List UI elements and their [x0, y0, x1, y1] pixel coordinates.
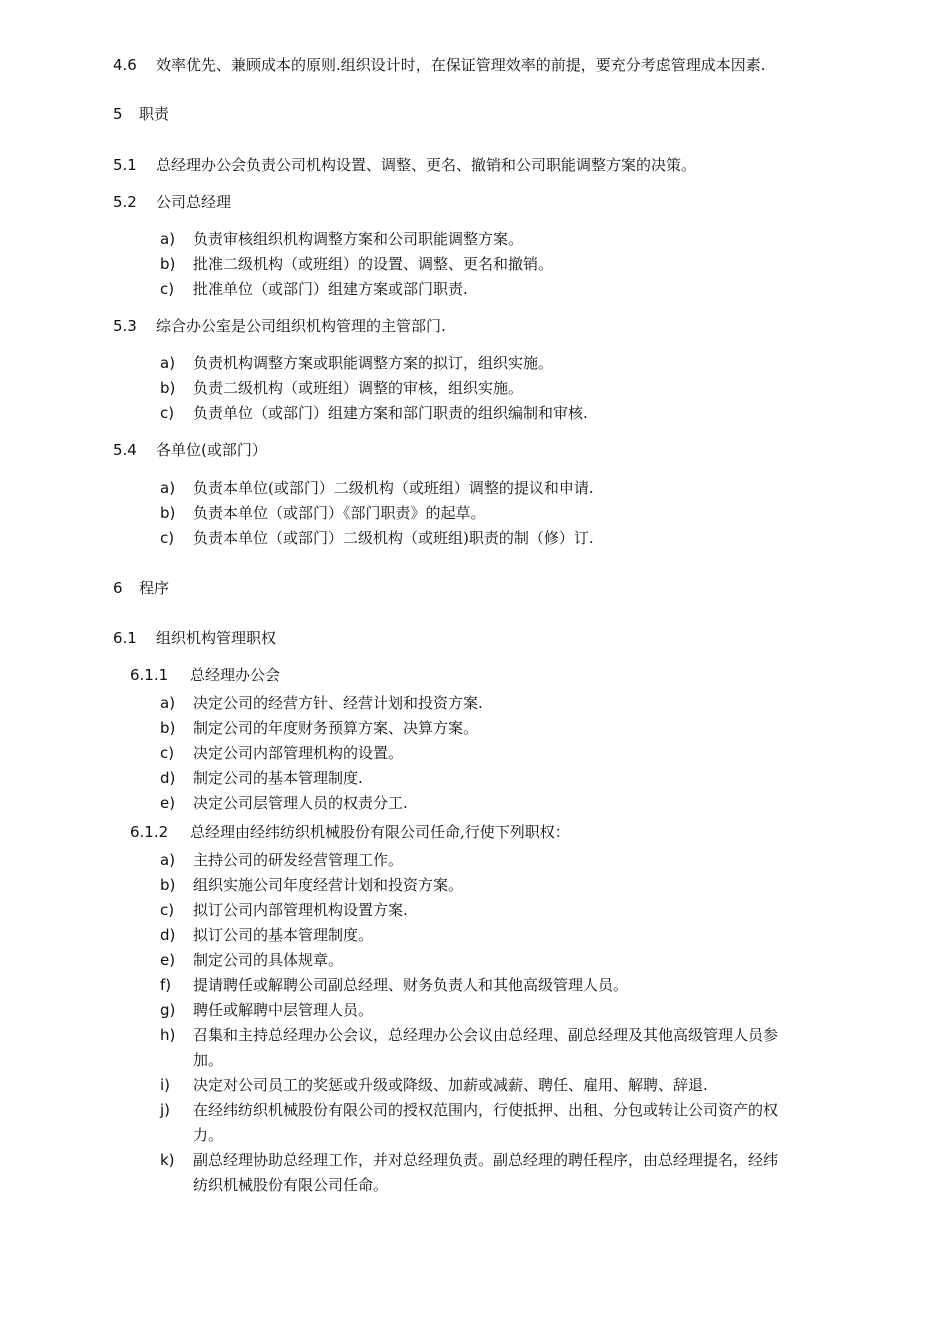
list-marker: b)	[160, 876, 176, 894]
list-item: 决定公司内部管理机构的设置。	[193, 744, 404, 762]
list-item: 决定对公司员工的奖惩或升级或降级、加薪或减薪、聘任、雇用、解聘、辞退.	[193, 1076, 708, 1094]
list-item: 负责审核组织机构调整方案和公司职能调整方案。	[193, 230, 524, 248]
list-marker: c)	[160, 744, 175, 762]
list-item: 决定公司层管理人员的权责分工.	[193, 794, 408, 812]
list-item: 在经纬纺织机械股份有限公司的授权范围内，行使抵押、出租、分包或转让公司资产的权	[193, 1101, 779, 1119]
list-item: 提请聘任或解聘公司副总经理、财务负责人和其他高级管理人员。	[193, 976, 629, 994]
clause-text: 组织机构管理职权	[156, 629, 277, 647]
section-number: 5	[113, 105, 123, 123]
clause-number: 5.3	[113, 317, 137, 335]
clause-number: 5.4	[113, 441, 137, 459]
list-marker: g)	[160, 1001, 176, 1019]
subclause-number: 6.1.1	[130, 666, 169, 684]
list-item: 聘任或解聘中层管理人员。	[193, 1001, 374, 1019]
list-marker: a)	[160, 694, 176, 712]
list-marker: a)	[160, 354, 176, 372]
list-item: 负责机构调整方案或职能调整方案的拟订，组织实施。	[193, 354, 554, 372]
section-title: 职责	[139, 105, 170, 123]
list-marker: d)	[160, 769, 176, 787]
list-marker: b)	[160, 379, 176, 397]
list-item: 批准单位（或部门）组建方案或部门职责.	[193, 280, 468, 298]
clause-number: 6.1	[113, 629, 137, 647]
list-item: 负责单位（或部门）组建方案和部门职责的组织编制和审核.	[193, 404, 588, 422]
list-item: 负责本单位(或部门）二级机构（或班组）调整的提议和申请.	[193, 479, 594, 497]
list-item: 决定公司的经营方针、经营计划和投资方案.	[193, 694, 483, 712]
list-item: 负责本单位（或部门）二级机构（或班组)职责的制（修）订.	[193, 529, 594, 547]
list-marker: a)	[160, 230, 176, 248]
list-item: 召集和主持总经理办公会议，总经理办公会议由总经理、副总经理及其他高级管理人员参	[193, 1026, 779, 1044]
list-marker: b)	[160, 504, 176, 522]
list-marker: h)	[160, 1026, 176, 1044]
list-marker: f)	[160, 976, 172, 994]
list-marker: a)	[160, 479, 176, 497]
list-item: 制定公司的年度财务预算方案、决算方案。	[193, 719, 479, 737]
list-marker: e)	[160, 951, 176, 969]
clause-number: 5.2	[113, 193, 137, 211]
list-marker: b)	[160, 255, 176, 273]
list-marker: k)	[160, 1151, 175, 1169]
list-item: 拟订公司的基本管理制度。	[193, 926, 374, 944]
list-item: 制定公司的基本管理制度.	[193, 769, 363, 787]
subclause-number: 6.1.2	[130, 823, 169, 841]
clause-text: 综合办公室是公司组织机构管理的主管部门.	[156, 317, 446, 335]
clause-text: 公司总经理	[156, 193, 232, 211]
list-item-continuation: 加。	[193, 1051, 224, 1069]
clause-text: 总经理办公会负责公司机构设置、调整、更名、撤销和公司职能调整方案的决策。	[156, 156, 697, 174]
subclause-text: 总经理由经纬纺织机械股份有限公司任命,行使下列职权：	[190, 823, 570, 841]
clause-text: 各单位(或部门）	[156, 441, 267, 459]
list-item: 负责本单位（或部门）《部门职责》的起草。	[193, 504, 486, 522]
list-marker: c)	[160, 529, 175, 547]
list-item: 副总经理协助总经理工作，并对总经理负责。副总经理的聘任程序，由总经理提名，经纬	[193, 1151, 779, 1169]
clause-text: 效率优先、兼顾成本的原则.组织设计时，在保证管理效率的前提，要充分考虑管理成本因素.	[156, 56, 766, 74]
list-marker: c)	[160, 404, 175, 422]
section-number: 6	[113, 579, 123, 597]
list-marker: c)	[160, 280, 175, 298]
list-item: 负责二级机构（或班组）调整的审核，组织实施。	[193, 379, 524, 397]
list-marker: c)	[160, 901, 175, 919]
list-item: 拟订公司内部管理机构设置方案.	[193, 901, 408, 919]
list-marker: j)	[160, 1101, 171, 1119]
list-item: 制定公司的具体规章。	[193, 951, 344, 969]
list-marker: b)	[160, 719, 176, 737]
clause-number: 5.1	[113, 156, 137, 174]
list-item: 主持公司的研发经营管理工作。	[193, 851, 404, 869]
list-marker: a)	[160, 851, 176, 869]
subclause-text: 总经理办公会	[190, 666, 281, 684]
section-title: 程序	[139, 579, 170, 597]
clause-number: 4.6	[113, 56, 137, 74]
list-marker: e)	[160, 794, 176, 812]
list-item-continuation: 纺织机械股份有限公司任命。	[193, 1176, 389, 1194]
list-item: 组织实施公司年度经营计划和投资方案。	[193, 876, 464, 894]
list-marker: i)	[160, 1076, 171, 1094]
list-item: 批准二级机构（或班组）的设置、调整、更名和撤销。	[193, 255, 554, 273]
list-marker: d)	[160, 926, 176, 944]
list-item-continuation: 力。	[193, 1126, 224, 1144]
